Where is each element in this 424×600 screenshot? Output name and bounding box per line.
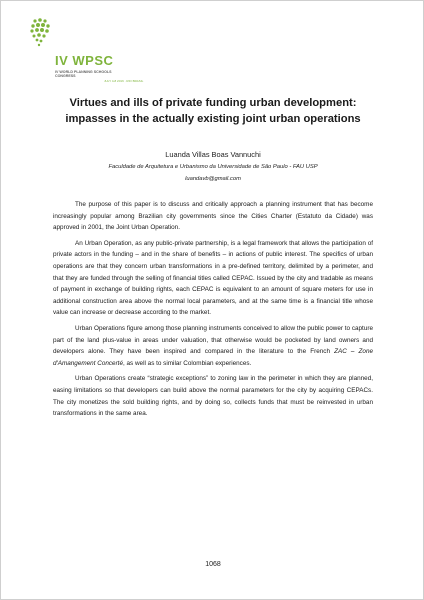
page-number: 1068 bbox=[205, 561, 221, 568]
author-affiliation: Faculdade de Arquitetura e Urbanismo da Universidade de São Paulo - FAU USP bbox=[108, 164, 318, 170]
logo-tagline: JULY 4-8 2016 · RIO BRASIL bbox=[104, 79, 144, 83]
logo-title: IV WPSC bbox=[55, 53, 114, 68]
paper-title bbox=[31, 95, 395, 127]
author-name: Luanda Villas Boas Vannuchi bbox=[165, 150, 261, 159]
logo-subtitle: IV WORLD PLANNING SCHOOLS CONGRESS bbox=[55, 70, 112, 79]
paper-title-line-2: impasses in the actually existing joint urban operations bbox=[65, 113, 361, 125]
paragraph-3-text-a: Urban Operations figure among those planning instruments conceived to allow the public power to capture part of the land plus-value in areas under valuation, that otherwise would be pocketed by land owners and developers alone. They have been inspired and compared in the literature to the French bbox=[53, 324, 373, 356]
paragraph-2: An Urban Operation, as any public-private partnership, is a legal framework that allows the participation of private actors in the funding – and in the share of benefits – in actions of public interest. The specifics of urban operations are that they concern urban transformations in a pre-defined territory, delimited by a perimeter, and that they are funded through the selling of financial titles called CEPAC. Issued by the city and tradable as means of payment in exchange of building rights, each CEPAC is equivalent to an amount of square meters for use in additional construction area above the normal local parameters, and at the same time is a financial title whose value can increase or decrease according to the market. bbox=[53, 239, 373, 317]
paper-title-line-1: Virtues and ills of private funding urban development: bbox=[69, 97, 357, 109]
paragraph-3-text-b: , as well as to similar Colombian experiences. bbox=[122, 359, 252, 367]
congress-logo bbox=[27, 15, 177, 85]
author-email: luandavb@gmail.com bbox=[185, 176, 241, 182]
paper-body bbox=[53, 199, 373, 424]
paragraph-4: Urban Operations create “strategic exceptions” to zoning law in the perimeter in which they are planned, easing limitations so that developers can build above the normal parameters for the city by acquiring CEPACs. The city monetizes the sold building rights, and by doing so, collects funds that must be reinvested in urban transformations in the same area. bbox=[53, 375, 373, 418]
paragraph-3-italic: ZAC – Zone d'Amangement Concerté bbox=[53, 348, 373, 367]
paragraph-3 bbox=[53, 323, 373, 369]
paragraph-1: The purpose of this paper is to discuss and critically approach a planning instrument that has become increasingly popular among Brazilian city governments since the Cities Charter (Estatuto da Cidade) was approved in 2001, the Joint Urban Operation. bbox=[53, 201, 373, 232]
